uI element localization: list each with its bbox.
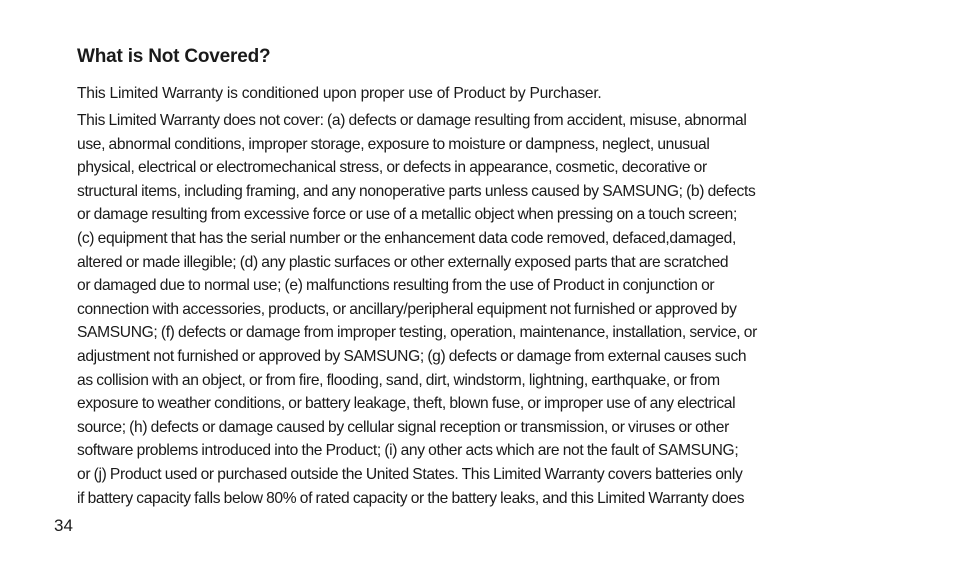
paragraph-line: adjustment not furnished or approved by SAMSUNG; (g) defects or damage from external causes such [77, 347, 747, 365]
paragraph-line: or damage resulting from excessive force or use of a metallic object when pressing on a touch screen; [77, 206, 737, 224]
paragraph-line: source; (h) defects or damage caused by cellular signal reception or transmission, or viruses or other [77, 418, 729, 436]
paragraph-line: use, abnormal conditions, improper storage, exposure to moisture or dampness, neglect, unusual [77, 135, 710, 153]
paragraph-line: if battery capacity falls below 80% of rated capacity or the battery leaks, and this Limited Warranty does [77, 489, 745, 507]
page-number: 34 [54, 516, 73, 535]
paragraph-line: altered or made illegible; (d) any plastic surfaces or other externally exposed parts that are scratched [77, 253, 729, 271]
paragraph-line: software problems introduced into the Product; (i) any other acts which are not the fault of SAMSUNG; [77, 442, 739, 460]
paragraph-line: or (j) Product used or purchased outside the United States. This Limited Warranty covers batteries only [77, 465, 743, 483]
paragraph-line: This Limited Warranty does not cover: (a) defects or damage resulting from accident, misuse, abnormal [77, 112, 747, 129]
paragraph-line: exposure to weather conditions, or battery leakage, theft, blown fuse, or improper use of any electrical [77, 395, 736, 413]
paragraph-line: or damaged due to normal use; (e) malfunctions resulting from the use of Product in conjunction or [77, 277, 715, 295]
intro-paragraph: This Limited Warranty is conditioned upon proper use of Product by Purchaser. [77, 85, 602, 102]
paragraph-line: structural items, including framing, and any nonoperative parts unless caused by SAMSUNG; (b) defects [77, 182, 756, 200]
paragraph-line: (c) equipment that has the serial number or the enhancement data code removed, defaced,damaged, [77, 229, 736, 247]
paragraph-line: as collision with an object, or from fire, flooding, sand, dirt, windstorm, lightning, earthquake, or from [77, 371, 720, 389]
paragraph-line: physical, electrical or electromechanical stress, or defects in appearance, cosmetic, decorative or [77, 159, 707, 177]
paragraph-line: connection with accessories, products, or ancillary/peripheral equipment not furnished or approved by [77, 300, 737, 318]
section-heading: What is Not Covered? [77, 46, 271, 67]
paragraph-line: SAMSUNG; (f) defects or damage from improper testing, operation, maintenance, installation, service, or [77, 324, 757, 342]
exclusions-paragraph [77, 109, 877, 510]
